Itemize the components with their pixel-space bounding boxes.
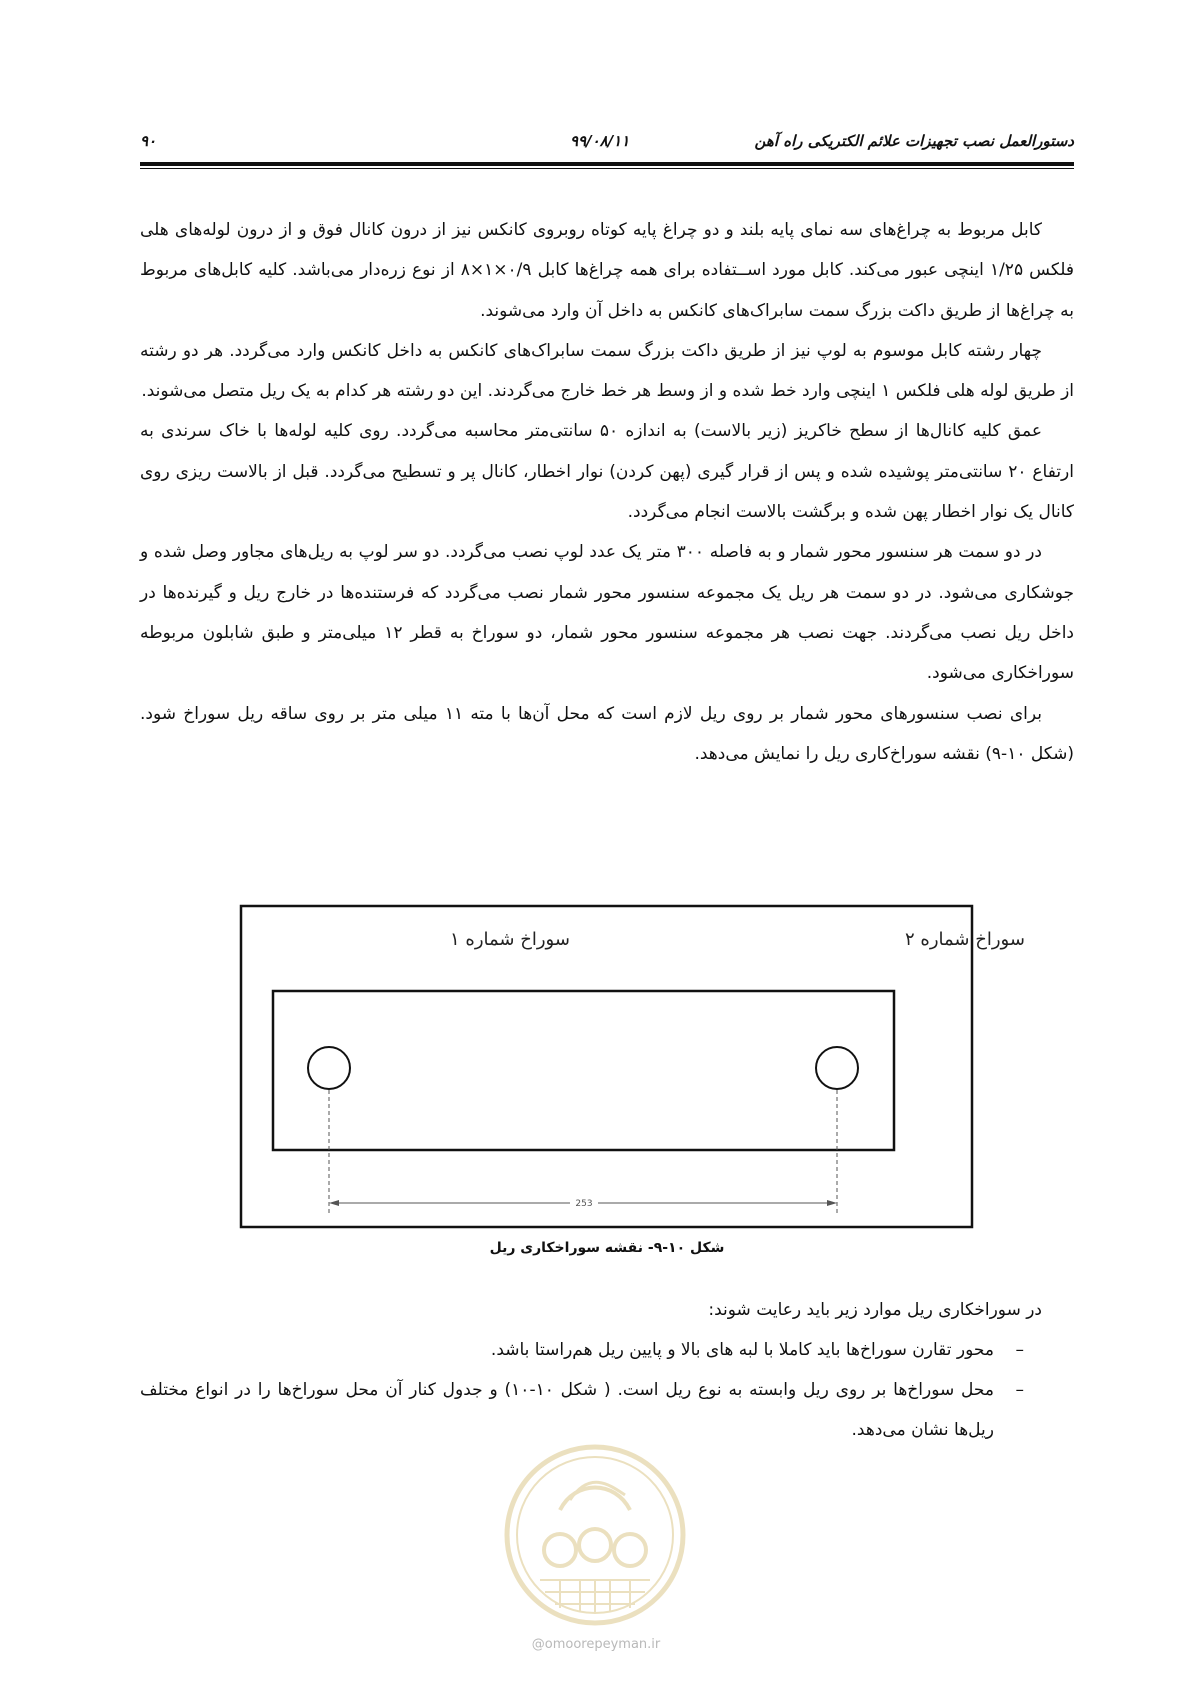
dimension-arrow-right	[827, 1200, 837, 1206]
rail-drilling-figure	[240, 905, 1025, 1228]
watermark-logo	[500, 1440, 690, 1630]
header-title: دستورالعمل نصب تجهیزات علائم الکتریکی راه آهن	[754, 132, 1074, 150]
paragraph: عمق کلیه کانال‌ها از سطح خاکریز (زیر بالاست) به اندازه ۵۰ سانتی‌متر محاسبه می‌گردد. روی کلیه لوله‌ها با خاک سرندی به ارتفاع ۲۰ سانتی‌متر پوشیده شده و پس از قرار گیری (پهن کردن) نوار اخطار، کانال پر و تسطیح می‌گردد. قبل از بالاست ریزی روی کانال یک نوار اخطار پهن شده و برگشت بالاست انجام می‌گردد.	[140, 421, 1074, 523]
body-text	[140, 210, 1074, 774]
page-header	[140, 132, 1074, 154]
bullet-dash: –	[1015, 1380, 1024, 1400]
hole-2-circle	[816, 1047, 858, 1089]
figure-caption: شکل ۱۰-۹- نقشه سوراخکاری ریل	[489, 1240, 725, 1256]
list-item	[140, 1370, 1074, 1450]
bullet-dash: –	[1015, 1340, 1024, 1360]
list-item-text: محل سوراخ‌ها بر روی ریل وابسته به نوع ریل است. ( شکل ۱۰-۱۰) و جدول کنار آن محل سوراخ‌ها را در انواع مختلف ریل‌ها نشان می‌دهد.	[140, 1380, 994, 1440]
paragraph: کابل مربوط به چراغ‌های سه نمای پایه بلند و دو چراغ پایه کوتاه روبروی کانکس نیز از درون کانال فوق و از درون لوله‌های هلی فلکس ۱/۲۵ اینچی عبور می‌کند. کابل مورد اســتفاده برای همه چراغ‌ها کابل ۰/۹×۱×۸ از نوع زره‌دار می‌باشد. کلیه کابل‌های مربوط به چراغ‌ها از طریق داکت بزرگ سمت سابراک‌های کانکس به داخل آن وارد می‌شوند.	[140, 220, 1074, 321]
requirements-intro: در سوراخکاری ریل موارد زیر باید رعایت شوند:	[708, 1300, 1042, 1320]
paragraph: چهار رشته کابل موسوم به لوپ نیز از طریق داکت بزرگ سمت سابراک‌های کانکس به داخل کانکس وارد می‌گردد. هر دو رشته از طریق لوله هلی فلکس ۱ اینچی وارد خط شده و از وسط هر خط خارج می‌گردند. این دو رشته هر کدام به یک ریل متصل می‌شوند.	[140, 340, 1074, 402]
list-item-text: محور تقارن سوراخ‌ها باید کاملا با لبه های بالا و پایین ریل هم‌راستا باشد.	[490, 1340, 994, 1360]
rail-outline	[273, 991, 894, 1150]
hole-1-label: سوراخ شماره ۱	[450, 929, 570, 950]
header-rule-thin	[140, 168, 1074, 169]
hole-2-label: سوراخ شماره ۲	[905, 929, 1025, 950]
hole-1-circle	[308, 1047, 350, 1089]
rail-drilling-drawing	[240, 905, 1025, 1228]
dimension-label: 253	[575, 1199, 593, 1209]
list-item	[140, 1330, 1074, 1370]
watermark-text: @omoorepeyman.ir	[531, 1637, 661, 1652]
header-rule-thick	[140, 162, 1074, 166]
page-number: ۹۰	[140, 132, 157, 150]
paragraph: در دو سمت هر سنسور محور شمار و به فاصله ۳۰۰ متر یک عدد لوپ نصب می‌گردد. دو سر لوپ به ریل‌های مجاور وصل شده و جوشکاری می‌شود. در دو سمت هر ریل یک مجموعه سنسور محور شمار نصب می‌گردد که فرستنده‌ها در خارج ریل و گیرنده‌ها در داخل ریل نصب می‌گردند. جهت نصب هر مجموعه سنسور محور شمار، دو سوراخ به قطر ۱۲ میلی‌متر و طبق شابلون مربوطه سوراخکاری می‌شود.	[140, 542, 1074, 684]
watermark-seal-icon	[500, 1440, 690, 1630]
dimension-arrow-left	[329, 1200, 339, 1206]
header-date: ۹۹/۰۸/۱۱	[570, 132, 630, 150]
requirements-section	[140, 1290, 1074, 1450]
paragraph: برای نصب سنسورهای محور شمار بر روی ریل لازم است که محل آن‌ها با مته ۱۱ میلی متر بر روی ساقه ریل سوراخ شود. (شکل ۱۰-۹) نقشه سوراخ‌کاری ریل را نمایش می‌دهد.	[140, 703, 1074, 764]
